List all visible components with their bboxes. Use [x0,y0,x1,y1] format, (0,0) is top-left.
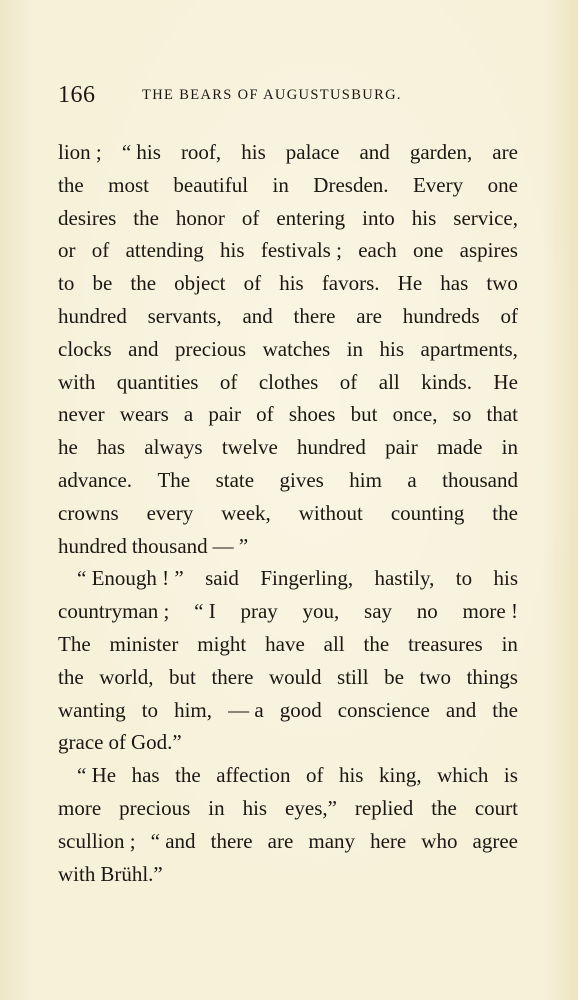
text-word: with [58,861,96,886]
text-word: the [133,205,159,230]
text-word: into [362,205,395,230]
text-word: his [411,205,437,230]
text-line [58,562,518,595]
text-word: scullion ; [58,828,136,853]
text-word: the [492,697,518,722]
text-word: in [346,336,364,361]
text-line [58,464,518,497]
text-line [58,398,518,431]
text-word: say [364,599,393,624]
text-word: always [144,435,203,460]
text-word: the [175,763,201,788]
text-word: without [298,500,363,525]
text-word: of [339,369,358,394]
text-word: He [397,271,423,296]
text-word: hundred [58,303,127,328]
text-word: wanting [58,697,126,722]
text-word: palace [285,140,340,164]
text-word: no [416,599,438,624]
text-word: shoes [288,402,336,427]
text-word: He [493,369,518,394]
text-word: made [436,435,483,460]
text-word: pair [385,435,418,460]
text-word: eyes,” [285,795,337,820]
text-line [58,202,518,235]
text-word: gives [279,467,324,492]
text-word: of [219,369,238,394]
text-word: who [421,828,458,853]
text-word: of [108,730,126,755]
text-word: Dresden. [313,172,389,197]
text-line [58,333,518,366]
text-word: has [440,271,469,296]
text-word: countryman ; [58,599,170,624]
text-line [58,595,518,628]
text-word: here [370,828,407,853]
text-word: or [58,238,76,263]
text-line [58,759,518,792]
text-word: in [208,795,225,820]
text-word: good [279,697,322,722]
text-word: treasures [408,631,483,656]
text-word: are [356,303,382,328]
text-word: which [437,763,489,788]
text-word: more ! [462,599,518,624]
text-word: pair [208,402,242,427]
text-word: every [146,500,194,525]
text-word: a [407,467,417,492]
text-line [58,136,518,169]
text-line [58,661,518,694]
text-word: his [379,336,405,361]
text-word: more [58,795,102,820]
text-word: entering [276,205,346,230]
text-word: is [503,763,518,788]
text-word: pray [240,599,278,624]
text-word: his [338,763,364,788]
text-word: might [197,631,247,656]
text-line [58,792,518,825]
text-word: apartments, [420,336,518,361]
text-word: many [308,828,356,853]
text-word: has [131,763,160,788]
text-word: thousand [131,533,208,558]
text-word: week, [221,500,271,525]
text-word: with [58,369,96,394]
text-word: replied [354,795,414,820]
text-word: his [493,566,518,591]
text-word: king, [378,763,422,788]
text-word: be [92,271,113,296]
text-word: are [492,140,518,164]
text-word: each [358,238,397,263]
text-word: the [58,664,84,689]
text-line [58,726,518,759]
text-word: The [58,631,91,656]
text-word: aspires [459,238,518,263]
text-word: and [359,140,390,164]
text-word: state [215,467,255,492]
text-word: hundred [297,435,366,460]
text-word: precious [119,795,191,820]
text-word: there [211,664,254,689]
text-word: two [419,664,452,689]
text-word: affection [216,763,291,788]
text-word: to [141,697,159,722]
text-word: never [58,402,105,427]
text-word: world, [99,664,154,689]
text-word: have [265,631,305,656]
text-word: his [220,238,245,263]
text-word: most [108,172,149,197]
text-line [58,234,518,267]
text-word: things [466,664,518,689]
text-word: advance. [58,467,133,492]
text-line [58,300,518,333]
text-word: honor [175,205,225,230]
text-word: festivals ; [260,238,342,263]
text-word: “ I [194,599,216,624]
text-word: garden, [409,140,473,164]
text-word: to [58,271,75,296]
text-word: be [384,664,404,689]
text-word: he [58,435,78,460]
text-line [58,628,518,661]
text-word: God.” [130,730,182,755]
text-word: grace [58,730,104,755]
text-word: has [97,435,126,460]
text-word: of [91,238,110,263]
text-word: thousand [442,467,518,492]
text-word: but [350,402,378,427]
text-line [58,530,518,563]
page-number: 166 [58,82,96,108]
text-line [58,431,518,464]
text-word: the [492,500,518,525]
text-word: to [455,566,473,591]
text-word: his [279,271,304,296]
text-word: beautiful [173,172,249,197]
text-word: favors. [321,271,380,296]
text-word: the [363,631,390,656]
text-line [58,267,518,300]
text-word: watches [262,336,331,361]
text-word: Every [412,172,464,197]
text-word: roof, [180,140,222,164]
text-line [58,497,518,530]
text-word: of [241,205,260,230]
text-line [58,169,518,202]
text-word: all [378,369,400,394]
text-line [58,694,518,727]
text-word: so [452,402,472,427]
text-word: said [205,566,239,591]
text-word: a [183,402,194,427]
text-word: wears [119,402,169,427]
text-word: agree [472,828,518,853]
text-word: the [431,795,457,820]
text-word: and [242,303,273,328]
text-word: Brühl.” [100,861,163,886]
text-word: twelve [221,435,278,460]
text-word: hundreds [402,303,480,328]
text-word: The [157,467,191,492]
text-word: object [174,271,226,296]
text-word: of [500,303,518,328]
text-word: of [243,271,262,296]
text-word: minister [109,631,179,656]
text-word: hastily, [374,566,435,591]
text-word: clocks [58,336,112,361]
text-word: kinds. [421,369,472,394]
text-word: him [349,467,382,492]
text-word: would [268,664,322,689]
text-word: “ his [121,140,161,164]
text-word: “ Enough ! ” [77,566,184,591]
body-text [58,136,518,890]
text-word: and [128,336,159,361]
page-header [58,80,518,110]
text-word: clothes [258,369,319,394]
text-word: one [413,238,444,263]
text-word: crowns [58,500,119,525]
text-word: all [323,631,345,656]
text-word: desires [58,205,117,230]
text-word: that [486,402,518,427]
text-word: Fingerling, [260,566,354,591]
text-word: two [486,271,518,296]
text-word: lion ; [58,140,102,164]
text-word: and [445,697,477,722]
text-word: “ and [150,828,196,853]
text-line [58,366,518,399]
text-word: still [337,664,369,689]
text-word: in [501,435,518,460]
text-word: of [305,763,324,788]
text-word: the [58,172,84,197]
text-word: — ” [212,533,249,558]
text-word: attending [125,238,204,263]
text-word: in [501,631,518,656]
text-word: his [241,140,266,164]
text-word: but [169,664,196,689]
text-word: you, [302,599,340,624]
text-word: counting [390,500,465,525]
text-word: once, [392,402,438,427]
text-word: in [272,172,289,197]
text-word: hundred [58,533,127,558]
text-line [58,825,518,858]
running-head: THE BEARS OF AUGUSTUSBURG. [142,87,402,103]
text-word: there [210,828,253,853]
text-word: there [293,303,336,328]
text-word: his [242,795,268,820]
text-word: quantities [116,369,199,394]
text-word: the [130,271,157,296]
text-word: — a [228,697,264,722]
text-word: court [474,795,518,820]
text-word: service, [453,205,518,230]
text-word: of [256,402,274,427]
text-word: conscience [337,697,430,722]
text-word: one [487,172,518,197]
text-word: “ He [77,763,117,788]
text-word: him, [174,697,213,722]
text-word: are [267,828,294,853]
text-line [58,858,518,891]
text-word: servants, [147,303,222,328]
text-word: precious [174,336,247,361]
